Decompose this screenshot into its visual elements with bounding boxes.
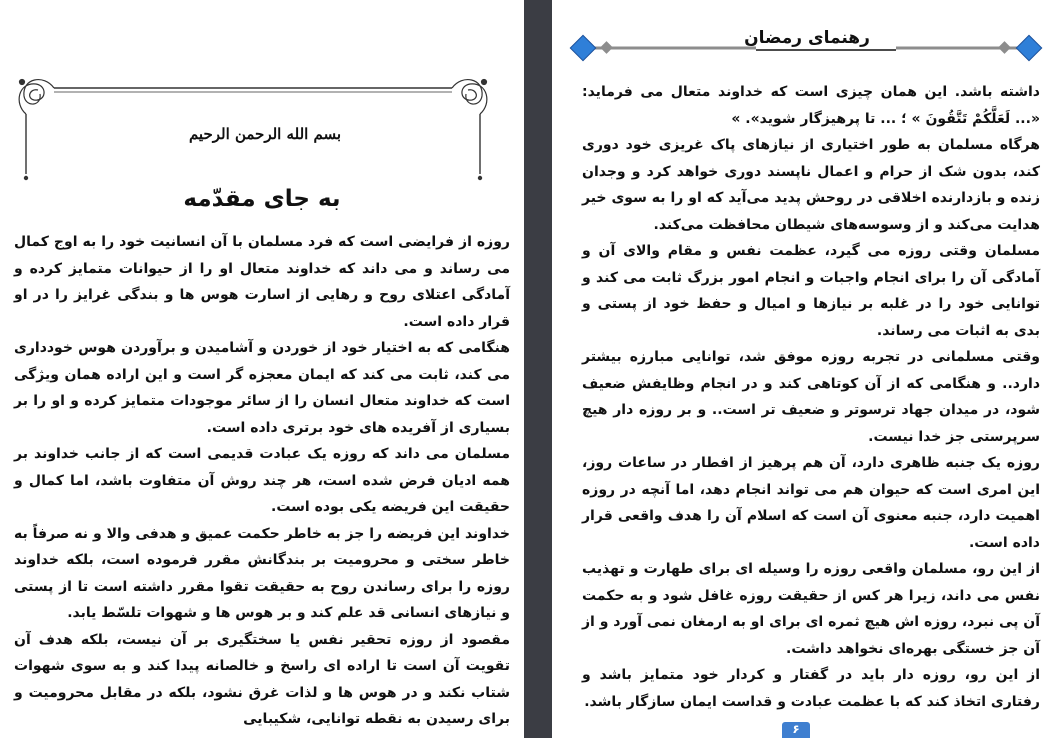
diamond-icon <box>570 35 595 60</box>
paragraph: روزه از فرایضی است که فرد مسلمان با آن انسانیت خود را به اوج کمال می رساند و می داند که خداوند متعال او را از حیوانات متمایز کرده و آمادگی اعتلای روح و رهایی از اسارت هوس ها و بندگی غرایز را در او قرار داده است. <box>14 234 510 330</box>
paragraph: وقتی مسلمانی در تجربه روزه موفق شد، توانایی مبارزه بیشتر دارد.. و هنگامی که از آن کوتاهی کند و در انجام وظایفش ضعیف شود، در میدان جهاد ترسوتر و ضعیف تر است.. و بر روزه دار هیچ سرپرستی جز خدا نیست. <box>582 349 1040 445</box>
paragraph: داشته باشد. این همان چیزی است که خداوند متعال می فرماید: «... لَعَلَّكُمْ تَتَّقُونَ » ؛ ... تا پرهیزگار شوید». » <box>582 84 1040 127</box>
paragraph: از این رو، روزه دار باید در گفتار و کردار خود متمایز باشد و رفتاری اتخاذ کند که با عظمت عبادت و قداست ایمان سازگار باشد. <box>582 667 1040 710</box>
paragraph: مقصود از روزه تحقیر نفس یا سختگیری بر آن نیست، بلکه هدف آن تقویت آن است تا اراده ای راسخ و خالصانه پیدا کند و به سوی شهوات شتاب نکند و در هوس ها و لذات غرق نشود، بلکه در مقابل محرومیت و برای رسیدن به نقطه توانایی، شکیبایی <box>14 631 510 727</box>
basmala: بسم الله الرحمن الرحیم <box>188 125 342 143</box>
page-number: ۶ <box>792 722 800 736</box>
paragraph: از این رو، مسلمان واقعی روزه را وسیله ای برای طهارت و تهذیب نفس می داند، زیرا هر کس از حقیقت روزه غافل شود و به حکمت آن پی نبرد، روزه اش هیچ ثمره ای برای او به ارمغان نمی آورد و از آن جز خستگی بهره‌ای نخواهد داشت. <box>581 561 1040 657</box>
paragraph: مسلمان وقتی روزه می گیرد، عظمت نفس و مقام والای آن و آمادگی آن را برای انجام واجبات و انجام امور بزرگ ثابت می کند و توانایی خود را در غلبه بر نیازها و امیال و حفظ خود از پستی و بدی به اثبات می رساند. <box>582 243 1040 339</box>
paragraph: روزه یک جنبه ظاهری دارد، آن هم پرهیز از افطار در ساعات روز، این امری است که حیوان هم می تواند انجام دهد، اما آنچه در روزه اهمیت دارد، جنبه معنوی آن است که اسلام آن را هدف واقعی قرار داده است. <box>582 455 1040 551</box>
section-title: به جای مقدّمه <box>183 186 341 212</box>
paragraph: هنگامی که به اختیار خود از خوردن و آشامیدن و برآوردن هوس خودداری می کند، ثابت می کند که ایمان معجزه گر است و این اراده همان ویژگی است که خداوند متعال انسان را از سائر موجودات متمایز کرده و او را بر بسیاری از آفریده های خود برتری داده است. <box>14 340 510 436</box>
right-page <box>552 0 1054 738</box>
left-body-text <box>14 229 510 733</box>
right-body-text <box>582 79 1040 715</box>
paragraph: خداوند این فریضه را جز به خاطر حکمت عمیق و هدفی والا و نه صرفاً به خاطر سختی و محرومیت بر بندگانش مقرر فرموده است، بلکه خداوند روزه را برای رساندن روح به حقیقت تقوا مقرر داشته است تا از پستی و نیازهای انسانی قد علم کند و بر هوس ها و شهوات تلسّط یابد. <box>14 525 510 621</box>
diamond-icon <box>1016 35 1041 60</box>
left-page <box>0 0 524 738</box>
paragraph: مسلمان می داند که روزه یک عبادت قدیمی است که از جانب خداوند بر همه ادیان فرض شده است، هر چند روش آن متفاوت باشد، اما کمال و حقیقت این فریضه یکی بوده است. <box>14 446 510 515</box>
running-title: رهنمای رمضان <box>744 28 870 48</box>
paragraph: هرگاه مسلمان به طور اختیاری از نیازهای پاک غریزی خود دوری کند، بدون شک از حرام و اعمال ناپسند دوری خواهد کرد و وجدان زنده و بازدارنده اخلاقی در روحش پدید می‌آید که او را به سوی خیر هدایت می‌کند و از وسوسه‌های شیطان محافظت می‌کند. <box>582 137 1040 233</box>
page-gutter <box>524 0 552 738</box>
corner-ornament-icon <box>19 80 54 115</box>
